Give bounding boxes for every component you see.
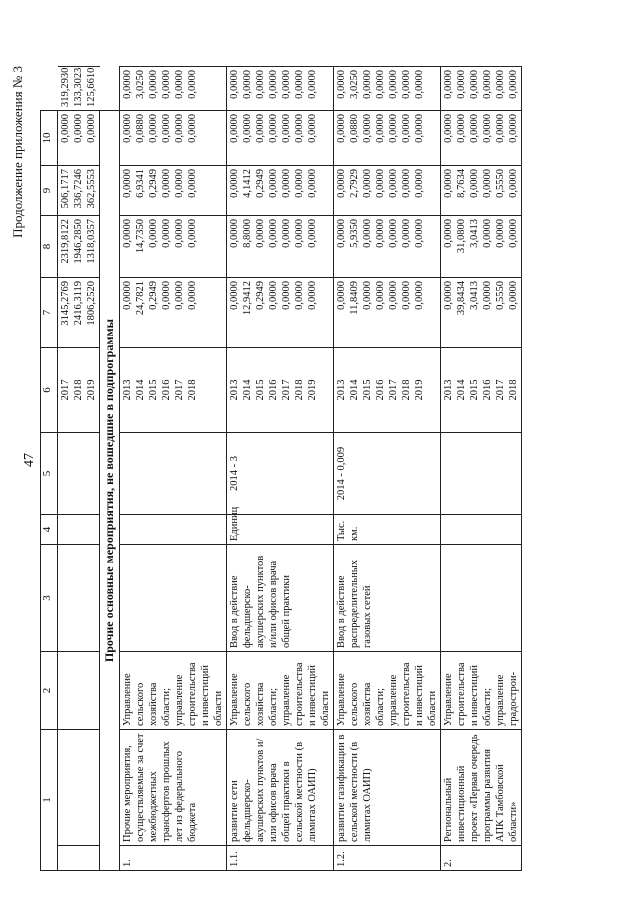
row-period (441, 433, 522, 515)
values-col6: 3145,2769 2416,3119 1806,2520 (58, 278, 100, 348)
column-header: 10 (41, 111, 58, 166)
program-table (40, 66, 522, 871)
row-period: 2014 - 3 (227, 433, 334, 515)
values-col9: 0,0000 0,0000 0,0000 0,0000 0,0000 0,0000 0,0000 (227, 111, 334, 166)
row-name: Прочие мероприятия, осуществляемые за счет межбюджетных трансфертов прошлых лет из федерального бюджета (120, 730, 227, 846)
values-col6: 0,0000 11,8409 0,0000 0,0000 0,0000 0,0000 0,0000 (334, 278, 441, 348)
values-col8: 0,0000 8,7634 0,0000 0,0000 0,5550 0,0000 (441, 166, 522, 216)
values-col7: 0,0000 8,8000 0,0000 0,0000 0,0000 0,0000 0,0000 (227, 216, 334, 278)
row-unit (441, 515, 522, 545)
row-executor: Управление сельского хозяйства области; управление строительства и инвестиций области (120, 652, 227, 730)
years-cell: 2013 2014 2015 2016 2017 2018 2019 (227, 348, 334, 433)
row-period (120, 433, 227, 515)
page-number: 47 (22, 453, 37, 467)
column-header: 8 (41, 216, 58, 278)
column-header: 1 (41, 730, 58, 871)
table-row (334, 67, 441, 871)
table-row (120, 67, 227, 871)
values-col8: 0,0000 6,9341 0,2949 0,0000 0,0000 0,0000 (120, 166, 227, 216)
row-number: 1.2. (334, 846, 441, 871)
column-number-row (41, 67, 58, 871)
table-row (227, 67, 334, 871)
row-period: 2014 - 0,009 (334, 433, 441, 515)
values-col6: 0,0000 39,8434 3,0413 0,0000 0,5550 0,0000 (441, 278, 522, 348)
values-col8: 0,0000 4,1412 0,2949 0,0000 0,0000 0,0000 0,0000 (227, 166, 334, 216)
values-col9: 0,0000 0,0000 0,0000 0,0000 0,0000 0,0000 (441, 111, 522, 166)
row-name: развитие газификации в сельской местности (в лимитах ОАИП) (334, 730, 441, 846)
column-header: 4 (41, 515, 58, 545)
row-unit: Тыс. км. (334, 515, 441, 545)
row-unit (120, 515, 227, 545)
values-col9: 0,0000 0,0880 0,0000 0,0000 0,0000 0,0000 (120, 111, 227, 166)
column-header: 5 (41, 433, 58, 515)
row-number: 1.1. (227, 846, 334, 871)
row-executor: Управление строительства и инвестиций области; управление градострои- (441, 652, 522, 730)
row-indicator (120, 545, 227, 652)
values-col7: 0,0000 31,0800 3,0413 0,0000 0,0000 0,0000 (441, 216, 522, 278)
values-col7: 2319,8122 1946,2850 1318,0357 (58, 216, 100, 278)
values-col10: 0,0000 3,0250 0,0000 0,0000 0,0000 0,0000 0,0000 (334, 67, 441, 111)
row-executor: Управление сельского хозяйства области; управление строительства и инвестиций области (227, 652, 334, 730)
row-number: 1. (120, 846, 227, 871)
row-unit: Единиц (227, 515, 334, 545)
top-row (58, 67, 100, 871)
column-header: 2 (41, 652, 58, 730)
section-title: Прочие основные мероприятия, не вошедшие в подпрограммы (100, 111, 120, 871)
values-col8: 506,1717 336,7246 362,5553 (58, 166, 100, 216)
values-col10: 0,0000 3,0250 0,0000 0,0000 0,0000 0,0000 (120, 67, 227, 111)
row-indicator (441, 545, 522, 652)
row-name: развитие сети фельдшерско-акушерских пунктов и/или офисов врача общей практики в сельской местности (в лимитах ОАИП) (227, 730, 334, 846)
row-number: 2. (441, 846, 522, 871)
values-col7: 0,0000 5,9350 0,0000 0,0000 0,0000 0,0000 0,0000 (334, 216, 441, 278)
values-col10: 0,0000 0,0000 0,0000 0,0000 0,0000 0,0000 (441, 67, 522, 111)
values-col9: 0,0000 0,0000 0,0000 (58, 111, 100, 166)
column-header: 7 (41, 278, 58, 348)
column-header: 6 (41, 348, 58, 433)
values-col6: 0,0000 24,7821 0,2949 0,0000 0,0000 0,0000 (120, 278, 227, 348)
values-col9: 0,0000 0,0880 0,0000 0,0000 0,0000 0,0000 0,0000 (334, 111, 441, 166)
years-cell: 2013 2014 2015 2016 2017 2018 (120, 348, 227, 433)
row-executor: Управление сельского хозяйства области; управление строительства и инвестиций области (334, 652, 441, 730)
values-col10: 319,2930 133,3023 125,6610 (58, 67, 100, 111)
running-header: Продолжение приложения № 3 (10, 66, 25, 238)
column-header: 9 (41, 166, 58, 216)
values-col8: 0,0000 2,7929 0,0000 0,0000 0,0000 0,0000 0,0000 (334, 166, 441, 216)
column-header: 3 (41, 545, 58, 652)
years-cell: 2013 2014 2015 2016 2017 2018 (441, 348, 522, 433)
values-col10: 0,0000 0,0000 0,0000 0,0000 0,0000 0,0000 0,0000 (227, 67, 334, 111)
section-heading-row (100, 67, 120, 871)
years-cell: 2017 2018 2019 (58, 348, 100, 433)
values-col6: 0,0000 12,9412 0,2949 0,0000 0,0000 0,0000 0,0000 (227, 278, 334, 348)
table-row (441, 67, 522, 871)
values-col7: 0,0000 14,7350 0,0000 0,0000 0,0000 0,0000 (120, 216, 227, 278)
row-indicator: Ввод в действие фельдшерско-акушерских пунктов и/или офисов врача общей практики (227, 545, 334, 652)
row-name: Региональный инвестиционный проект «Первая очередь программы развития АПК Тамбовской области» (441, 730, 522, 846)
years-cell: 2013 2014 2015 2016 2017 2018 2019 (334, 348, 441, 433)
row-indicator: Ввод в действие распределительных газовых сетей (334, 545, 441, 652)
